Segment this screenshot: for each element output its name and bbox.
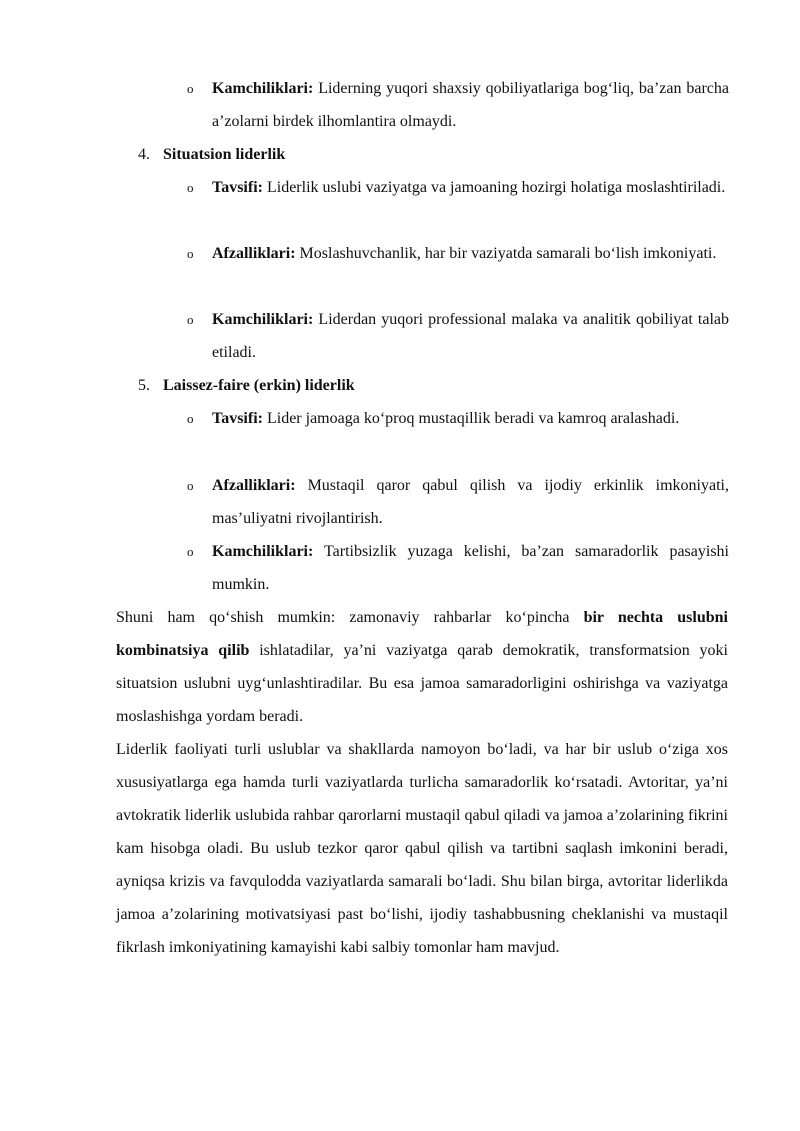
list-item-drawbacks-5 — [187, 535, 729, 601]
list-item-text — [212, 402, 729, 435]
term-description: Liderdan yuqori professional malaka va analitik qobiliyat talab etiladi. — [212, 311, 729, 361]
list-item-drawbacks-3 — [187, 72, 729, 138]
paragraph-text: Shuni ham qo‘shish mumkin: zamonaviy rahbarlar ko‘pincha — [116, 609, 584, 626]
term-description: Liderning yuqori shaxsiy qobiliyatlariga bog‘liq, ba’zan barcha a’zolarni birdek ilhomlantira olmaydi. — [212, 80, 729, 130]
list-item-text — [212, 237, 729, 270]
paragraph-emphasis: bir nechta uslubni kombinatsiya qilib — [116, 609, 728, 659]
term-label: Kamchiliklari: — [212, 543, 314, 560]
term-label: Tavsifi: — [212, 410, 263, 427]
section-title: Laissez-faire (erkin) liderlik — [163, 377, 355, 394]
section-title: Situatsion liderlik — [163, 146, 286, 163]
list-item-advantages-5 — [187, 469, 729, 535]
bullet-marker: o — [187, 544, 194, 559]
list-item-text — [212, 469, 729, 535]
bullet-marker: o — [187, 180, 194, 195]
list-item-description-4 — [187, 171, 729, 204]
paragraph-text: ishlatadilar, ya’ni vaziyatga qarab demokratik, transformatsion yoki situatsion uslubni uyg‘unlashtiradilar. Bu esa jamoa samaradorligini oshirishga va vaziyatga moslashishga yordam beradi. — [116, 642, 728, 725]
list-item-text — [212, 303, 729, 369]
list-item-description-5 — [187, 402, 729, 435]
term-description: Liderlik uslubi vaziyatga va jamoaning hozirgi holatiga moslashtiriladi. — [262, 179, 726, 196]
list-number: 4. — [138, 146, 150, 163]
bullet-marker: o — [187, 81, 194, 96]
bullet-marker: o — [187, 411, 194, 426]
list-item-text — [212, 72, 729, 138]
bullet-marker: o — [187, 312, 194, 327]
bullet-marker: o — [187, 478, 194, 493]
paragraph-leadership-styles: Liderlik faoliyati turli uslublar va shakllarda namoyon bo‘ladi, va har bir uslub o‘ziga xos xususiyatlarga ega hamda turli vaziyatlarda turlicha samaradorlik ko‘rsatadi. Avtoritar, ya’ni avtokratik liderlik uslubida rahbar qarorlarni mustaqil qabul qiladi va jamoa a’zolarining fikrini kam hisobga oladi. Bu uslub tezkor qaror qabul qilish va tartibni saqlash imkonini beradi, ayniqsa krizis va favqulodda vaziyatlarda samarali bo‘ladi. Shu bilan birga, avtoritar liderlikda jamoa a’zolarining motivatsiyasi past bo‘lishi, ijodiy tashabbusning cheklanishi va mustaqil fikrlash imkoniyatining kamayishi kabi salbiy tomonlar ham mavjud. — [116, 741, 728, 956]
term-label: Kamchiliklari: — [212, 80, 314, 97]
term-description: Lider jamoaga ko‘proq mustaqillik beradi va kamroq aralashadi. — [262, 410, 680, 427]
term-description: Moslashuvchanlik, har bir vaziyatda samarali bo‘lish imkoniyati. — [295, 245, 717, 262]
list-item-advantages-4 — [187, 237, 729, 270]
term-label: Kamchiliklari: — [212, 311, 314, 328]
paragraph-combination — [116, 601, 728, 733]
bullet-marker: o — [187, 246, 194, 261]
term-label: Afzalliklari: — [212, 245, 296, 262]
term-label: Tavsifi: — [212, 179, 263, 196]
term-label: Afzalliklari: — [212, 477, 296, 494]
list-item-drawbacks-4 — [187, 303, 729, 369]
numbered-heading-laissez-faire — [138, 369, 729, 402]
list-item-text — [212, 171, 729, 204]
numbered-heading-situational — [138, 138, 729, 171]
list-item-text — [212, 535, 729, 601]
term-description: Tartibsizlik yuzaga kelishi, ba’zan samaradorlik pasayishi mumkin. — [212, 543, 729, 593]
term-description: Mustaqil qaror qabul qilish va ijodiy erkinlik imkoniyati, mas’uliyatni rivojlantirish. — [212, 477, 729, 527]
list-number: 5. — [138, 377, 150, 394]
